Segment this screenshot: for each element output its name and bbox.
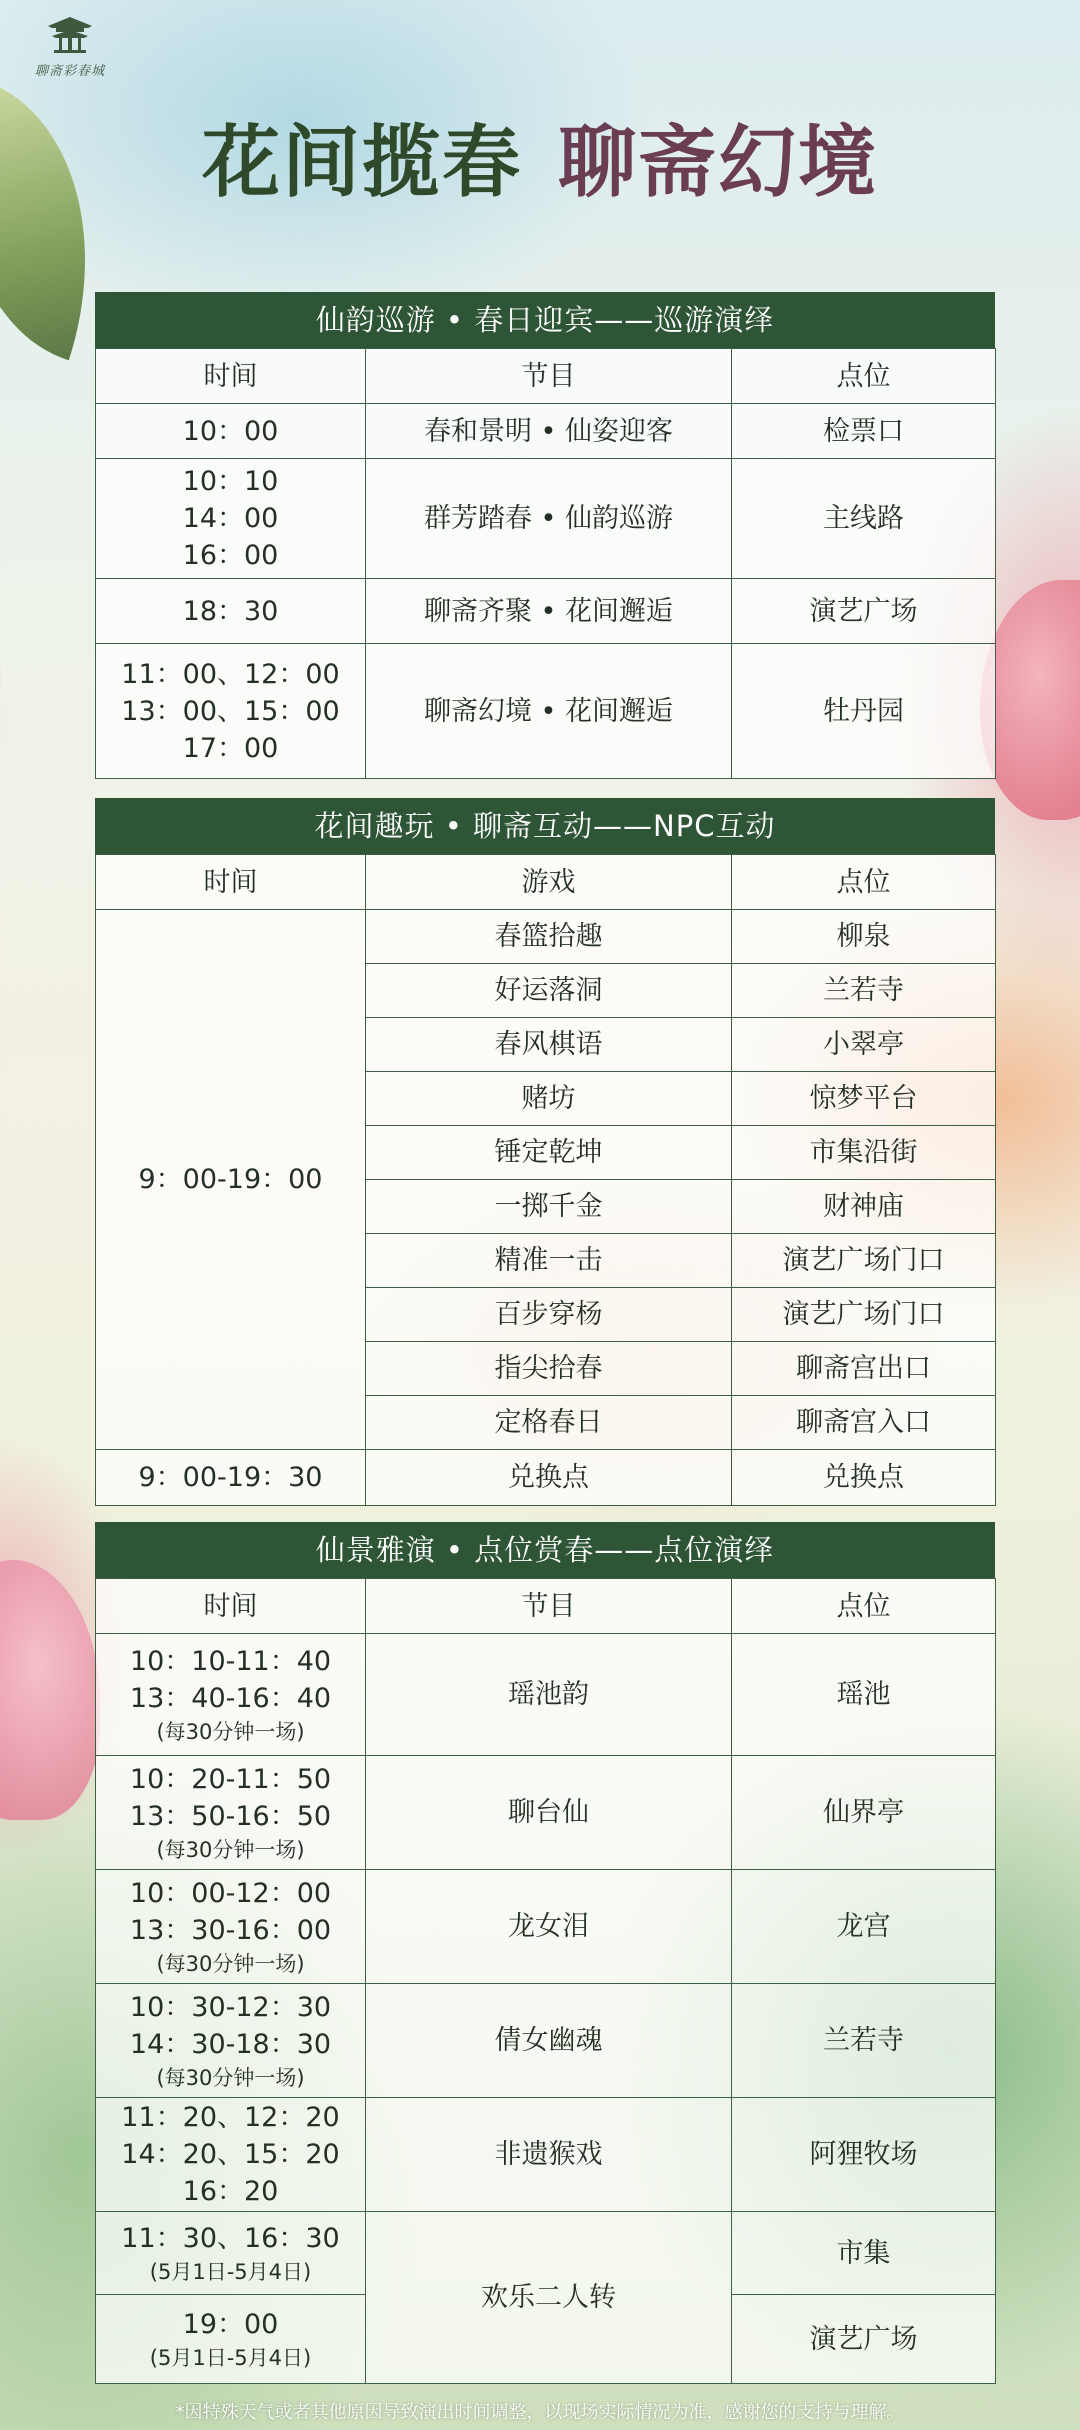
- time-line: 10：00-12：00: [129, 1877, 332, 1909]
- game-cell: 定格春日: [366, 1396, 732, 1450]
- time-cell: 9：00-19：00: [96, 910, 366, 1450]
- time-line: 10：20-11：50: [129, 1763, 332, 1795]
- time-line: 13：00、15：00: [121, 695, 340, 727]
- time-line: 11：20、12：20: [121, 2102, 340, 2133]
- location-cell: 阿狸牧场: [732, 2098, 996, 2212]
- time-cell: [96, 1984, 366, 2098]
- program-cell: 聊斋幻境 • 花间邂逅: [366, 644, 732, 779]
- program-cell: 聊台仙: [366, 1756, 732, 1870]
- time-line: 11：00、12：00: [121, 658, 340, 690]
- time-cell: [96, 2098, 366, 2212]
- table-row: [96, 1756, 996, 1870]
- header-program: 节目: [366, 349, 732, 404]
- time-line: 17：00: [182, 732, 279, 764]
- section-heading: 仙景雅演 • 点位赏春——点位演绎: [95, 1522, 995, 1578]
- spot-performance-table: [95, 1578, 996, 2384]
- time-note: (每30分钟一场): [156, 1837, 305, 1862]
- time-line: 16：20: [182, 2176, 279, 2207]
- table-header-row: [96, 855, 996, 910]
- location-cell: 聊斋宫入口: [732, 1396, 996, 1450]
- time-line: 13：40-16：40: [129, 1682, 332, 1714]
- location-cell: 市集沿街: [732, 1126, 996, 1180]
- time-line: 11：30、16：30: [121, 2222, 340, 2254]
- time-note: (每30分钟一场): [156, 2065, 305, 2090]
- spot-performance-section: [95, 1522, 995, 2384]
- program-cell: 龙女泪: [366, 1870, 732, 1984]
- game-cell: 兑换点: [366, 1450, 732, 1506]
- time-line: 14：30-18：30: [129, 2028, 332, 2060]
- time-note: (每30分钟一场): [156, 1951, 305, 1976]
- time-cell: [96, 1756, 366, 1870]
- time-line: 14：00: [182, 503, 279, 534]
- location-cell: 小翠亭: [732, 1018, 996, 1072]
- time-cell: [96, 404, 366, 459]
- location-cell: 兰若寺: [732, 964, 996, 1018]
- program-cell: 群芳踏春 • 仙韵巡游: [366, 459, 732, 579]
- time-line: 10：00: [182, 415, 279, 447]
- table-row: [96, 459, 996, 579]
- table-row: [96, 2212, 996, 2295]
- time-cell: [96, 644, 366, 779]
- parade-table: [95, 348, 996, 779]
- program-cell: 倩女幽魂: [366, 1984, 732, 2098]
- game-cell: 百步穿杨: [366, 1288, 732, 1342]
- time-note: (5月1日-5月4日): [149, 2259, 312, 2284]
- location-cell: 兑换点: [732, 1450, 996, 1506]
- decorative-flower-petal-left: [0, 1560, 100, 1820]
- time-line: 19：00: [182, 2308, 279, 2340]
- footnote: *因特殊天气或者其他原因导致演出时间调整，以现场实际情况为准，感谢您的支持与理解。: [175, 2402, 905, 2423]
- location-cell: 演艺广场门口: [732, 1234, 996, 1288]
- location-cell: 主线路: [732, 459, 996, 579]
- location-cell: 检票口: [732, 404, 996, 459]
- section-heading: 花间趣玩 • 聊斋互动——NPC互动: [95, 798, 995, 854]
- table-header-row: [96, 349, 996, 404]
- time-line: 13：50-16：50: [129, 1800, 332, 1832]
- program-cell: 非遗猴戏: [366, 2098, 732, 2212]
- header-location: 点位: [732, 855, 996, 910]
- time-line: 10：30-12：30: [129, 1991, 332, 2023]
- program-cell: 聊斋齐聚 • 花间邂逅: [366, 579, 732, 644]
- header-location: 点位: [732, 1579, 996, 1634]
- brand-logo: [20, 14, 120, 79]
- title-part-1: 花间揽春: [201, 117, 522, 208]
- table-header-row: [96, 1579, 996, 1634]
- game-cell: 指尖拾春: [366, 1342, 732, 1396]
- header-game: 游戏: [366, 855, 732, 910]
- location-cell: 牡丹园: [732, 644, 996, 779]
- logo-text: 聊斋彩春城: [34, 64, 105, 79]
- location-cell: 演艺广场门口: [732, 1288, 996, 1342]
- time-cell: 9：00-19：30: [96, 1450, 366, 1506]
- time-line: 16：00: [182, 540, 279, 571]
- location-cell: 兰若寺: [732, 1984, 996, 2098]
- location-cell: 瑶池: [732, 1634, 996, 1756]
- section-heading: 仙韵巡游 • 春日迎宾——巡游演绎: [95, 292, 995, 348]
- location-cell: 财神庙: [732, 1180, 996, 1234]
- program-cell: 瑶池韵: [366, 1634, 732, 1756]
- page-title: [0, 100, 1080, 212]
- time-note: (每30分钟一场): [156, 1719, 305, 1744]
- game-cell: 锤定乾坤: [366, 1126, 732, 1180]
- location-cell: 惊梦平台: [732, 1072, 996, 1126]
- header-time: 时间: [96, 349, 366, 404]
- time-line: 10：10-11：40: [129, 1645, 332, 1677]
- parade-section: [95, 292, 995, 779]
- table-row: [96, 1870, 996, 1984]
- time-cell: [96, 459, 366, 579]
- header-program: 节目: [366, 1579, 732, 1634]
- location-cell: 演艺广场: [732, 579, 996, 644]
- game-cell: 一掷千金: [366, 1180, 732, 1234]
- time-line: 13：30-16：00: [129, 1914, 332, 1946]
- time-cell: [96, 1870, 366, 1984]
- npc-section: [95, 798, 995, 1506]
- table-row: [96, 404, 996, 459]
- location-cell: 柳泉: [732, 910, 996, 964]
- table-row: [96, 1450, 996, 1506]
- table-row: [96, 579, 996, 644]
- table-row: [96, 2098, 996, 2212]
- table-row: [96, 910, 996, 964]
- table-row: [96, 644, 996, 779]
- table-row: [96, 1984, 996, 2098]
- game-cell: 春篮拾趣: [366, 910, 732, 964]
- game-cell: 赌坊: [366, 1072, 732, 1126]
- time-cell: [96, 579, 366, 644]
- title-part-2: 聊斋幻境: [558, 117, 879, 208]
- location-cell: 聊斋宫出口: [732, 1342, 996, 1396]
- time-line: 14：20、15：20: [121, 2139, 340, 2170]
- location-cell: 仙界亭: [732, 1756, 996, 1870]
- location-cell: 市集: [732, 2212, 996, 2295]
- header-time: 时间: [96, 855, 366, 910]
- time-line: 18：30: [182, 595, 279, 627]
- pavilion-icon: [44, 14, 96, 56]
- time-cell: [96, 2295, 366, 2384]
- location-cell: 龙宫: [732, 1870, 996, 1984]
- game-cell: 春风棋语: [366, 1018, 732, 1072]
- time-line: 10：10: [182, 466, 279, 497]
- header-location: 点位: [732, 349, 996, 404]
- table-row: [96, 1634, 996, 1756]
- location-cell: 演艺广场: [732, 2295, 996, 2384]
- program-cell: 欢乐二人转: [366, 2212, 732, 2384]
- time-cell: [96, 1634, 366, 1756]
- time-cell: [96, 2212, 366, 2295]
- program-cell: 春和景明 • 仙姿迎客: [366, 404, 732, 459]
- npc-table: [95, 854, 996, 1506]
- game-cell: 精准一击: [366, 1234, 732, 1288]
- header-time: 时间: [96, 1579, 366, 1634]
- time-note: (5月1日-5月4日): [149, 2345, 312, 2370]
- game-cell: 好运落洞: [366, 964, 732, 1018]
